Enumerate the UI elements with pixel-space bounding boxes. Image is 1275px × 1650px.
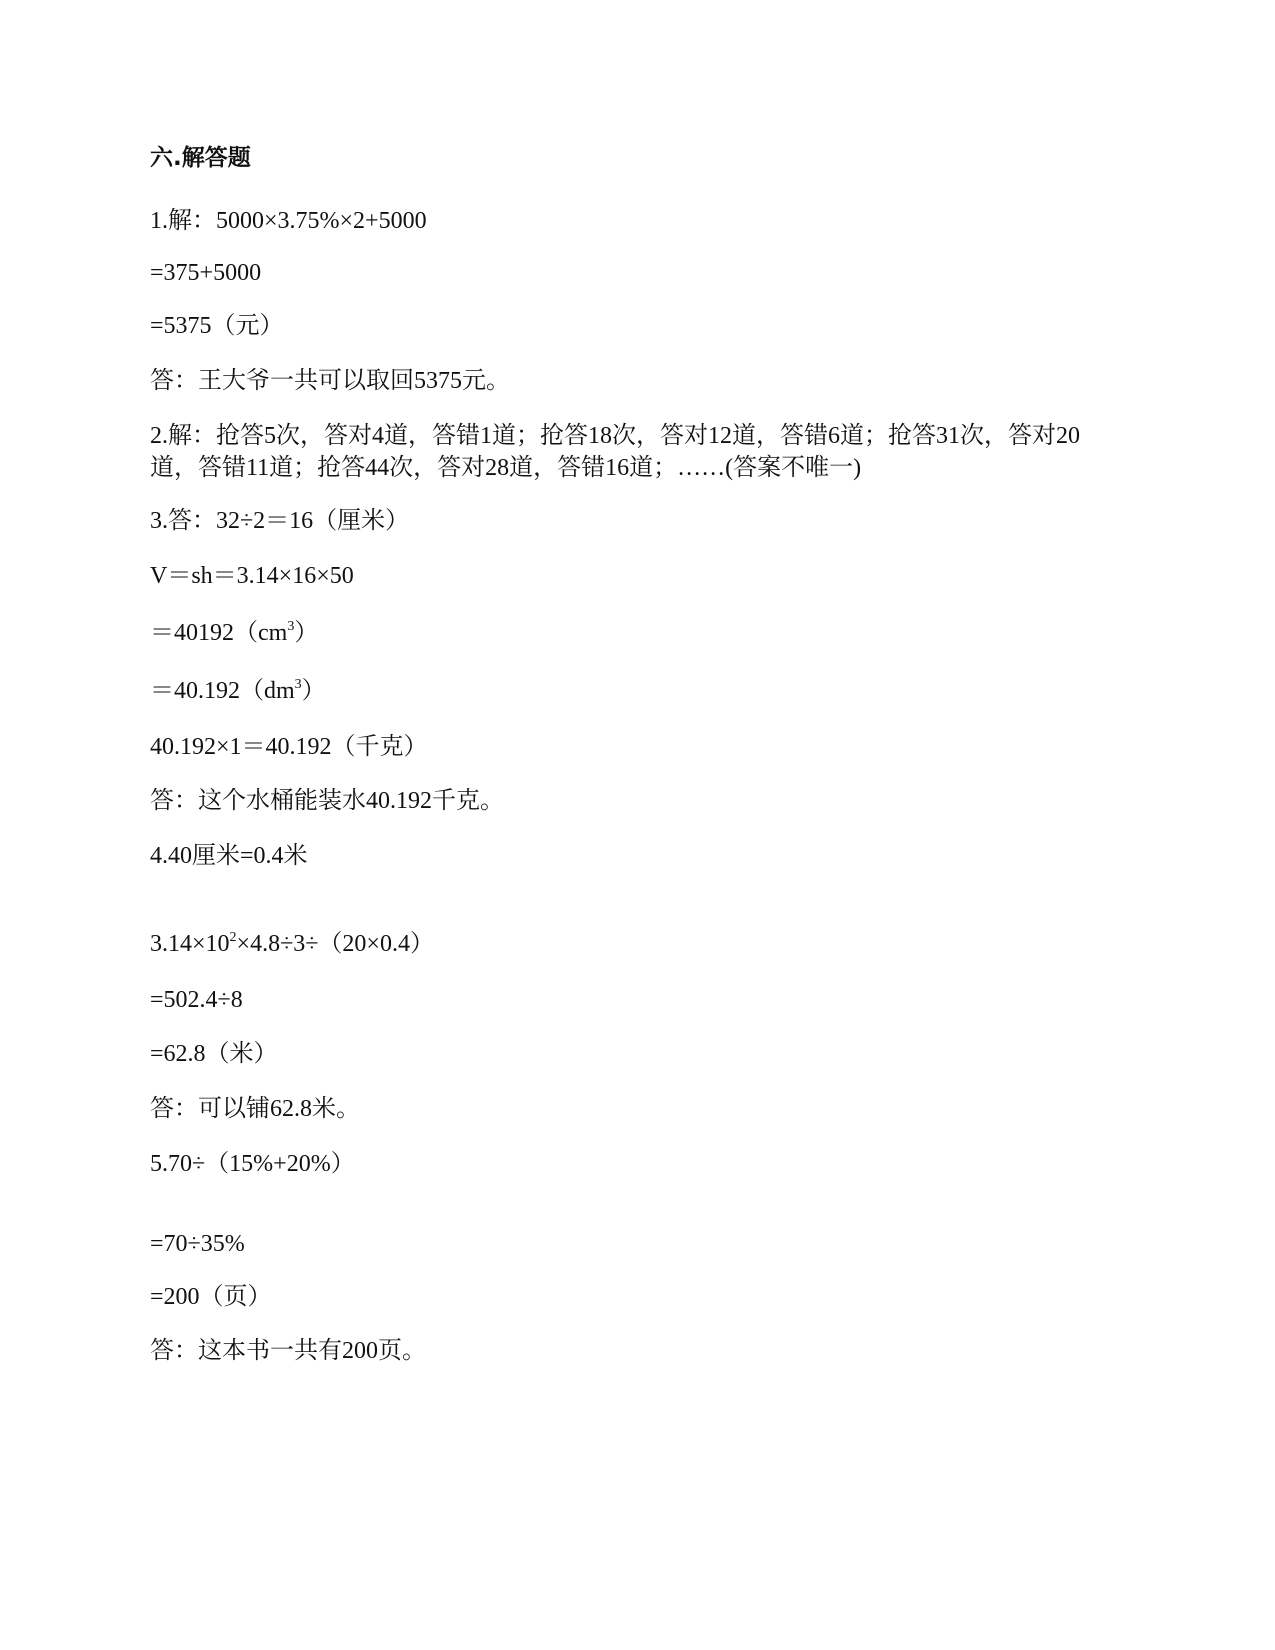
q3-step-1: 3.答：32÷2＝16（厘米） bbox=[150, 508, 410, 534]
q5-answer: 答：这本书一共有200页。 bbox=[150, 1338, 426, 1364]
q4-step-1: 4.40厘米=0.4米 bbox=[150, 843, 308, 869]
q4-step-4: =62.8（米） bbox=[150, 1041, 278, 1067]
q3-answer: 答：这个水桶能装水40.192千克。 bbox=[150, 788, 504, 814]
q5-step-1: 5.70÷（15%+20%） bbox=[150, 1151, 355, 1177]
q2-text: 2.解：抢答5次，答对4道，答错1道；抢答18次，答对12道，答错6道；抢答31次，答对20道，答错11道；抢答44次，答对28道，答错16道；……(答案不唯一) bbox=[150, 423, 1080, 481]
q3-step-4: $=40.192(dm^3)$ bbox=[150, 677, 326, 704]
q4-answer: 答：可以铺62.8米。 bbox=[150, 1096, 360, 1122]
q4-step-3: =502.4÷8 bbox=[150, 987, 243, 1013]
q3-step-2: V＝sh＝3.14×16×50 bbox=[150, 563, 354, 589]
q1-answer: 答：王大爷一共可以取回5375元。 bbox=[150, 368, 510, 394]
q1-step-1: 1.解：5000×3.75%×2+5000 bbox=[150, 208, 427, 234]
q5-step-2: =70÷35% bbox=[150, 1231, 245, 1257]
q4-step-2: $3.14\times 10^2\times 4.8\div 3\div(20\times 0.4)$ bbox=[150, 930, 434, 957]
q1-step-3: =5375（元） bbox=[150, 313, 284, 339]
q3-step-5: 40.192×1＝40.192（千克） bbox=[150, 734, 428, 760]
q3-step-3: $=40192(cm^3)$ bbox=[150, 619, 319, 646]
section-title: 六.解答题 bbox=[150, 145, 251, 171]
q5-step-3: =200（页） bbox=[150, 1284, 272, 1310]
q1-step-2: =375+5000 bbox=[150, 260, 262, 286]
